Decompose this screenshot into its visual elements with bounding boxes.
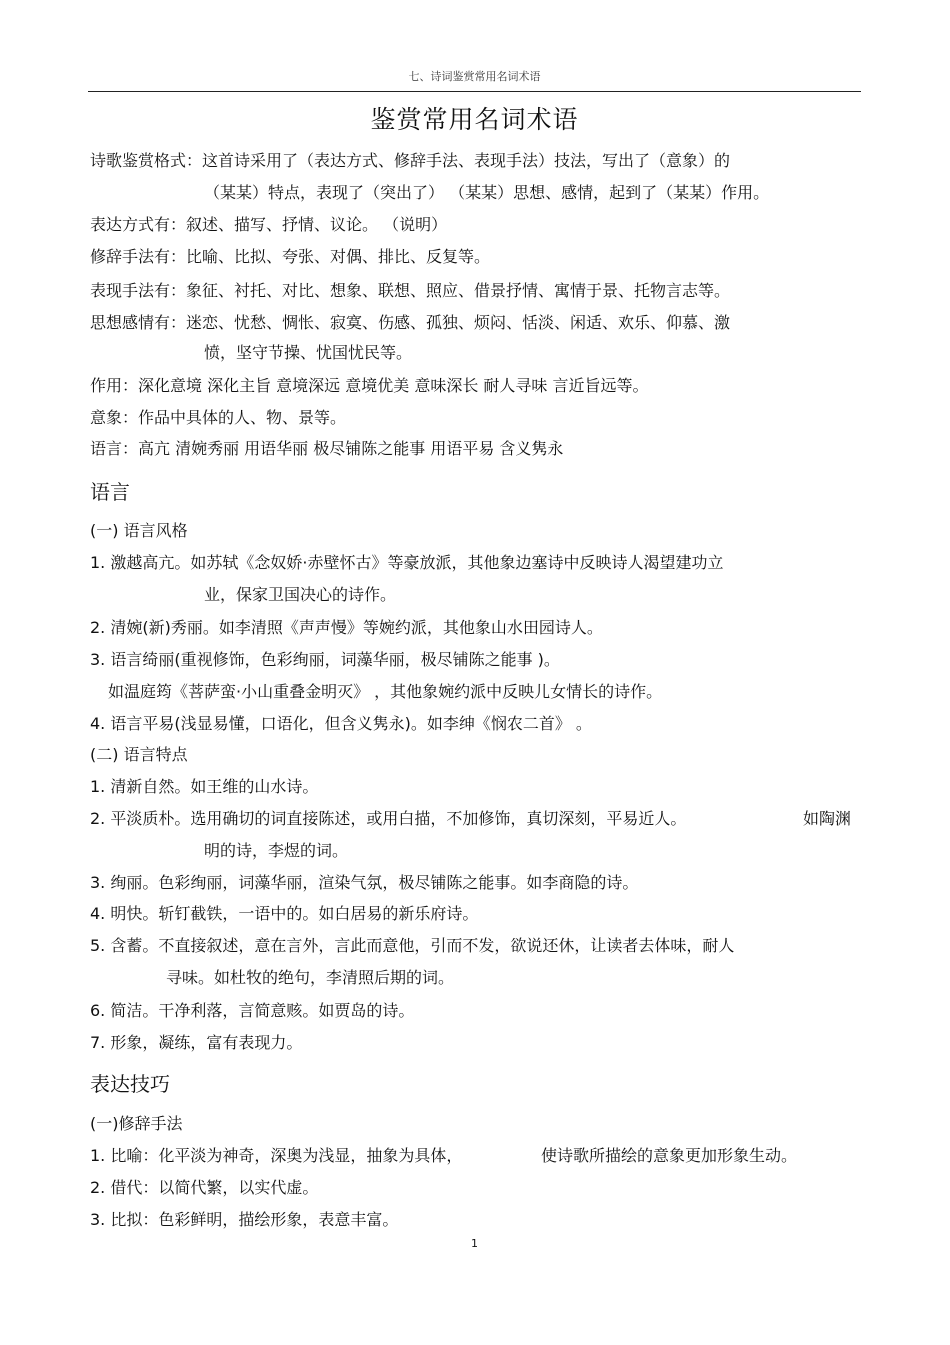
feature-item-2-line-1-tail: 如陶渊: [803, 809, 852, 828]
feature-item-1: 1. 清新自然。如王维的山水诗。: [90, 777, 319, 796]
rhetoric-item-3: 3. 比拟：色彩鲜明，描绘形象，表意丰富。: [90, 1210, 399, 1229]
feature-item-5-line-1: 5. 含蓄。不直接叙述，意在言外，言此而意他，引而不发，欲说还休，让读者去体味，耐人: [90, 936, 735, 955]
rhetoric-item-2: 2. 借代：以简代繁，以实代虚。: [90, 1178, 319, 1197]
feature-item-4: 4. 明快。斩钉截铁，一语中的。如白居易的新乐府诗。: [90, 904, 479, 923]
style-item-1-line-2: 业，保家卫国决心的诗作。: [204, 585, 397, 604]
feature-item-5-line-2: 寻味。如杜牧的绝句，李清照后期的词。: [166, 968, 455, 987]
rhetoric-devices: 修辞手法有：比喻、比拟、夸张、对偶、排比、反复等。: [90, 247, 491, 266]
expression-modes: 表达方式有：叙述、描写、抒情、议论。 （说明）: [90, 215, 448, 234]
header-divider: [88, 91, 861, 92]
subheading-language-features: (二) 语言特点: [90, 745, 188, 764]
page-title: 鉴赏常用名词术语: [370, 105, 579, 134]
subheading-language-style: (一) 语言风格: [90, 521, 188, 540]
style-item-4: 4. 语言平易(浅显易懂，口语化，但含义隽永)。如李绅《悯农二首》 。: [90, 714, 592, 733]
function-terms: 作用：深化意境 深化主旨 意境深远 意境优美 意味深长 耐人寻味 言近旨远等。: [90, 376, 649, 395]
style-item-1-line-1: 1. 激越高亢。如苏轼《念奴娇·赤壁怀古》等豪放派，其他象边塞诗中反映诗人渴望建功立: [90, 553, 724, 572]
appreciation-format-line-2: （某某）特点，表现了（突出了） （某某）思想、感情，起到了（某某）作用。: [204, 183, 770, 202]
subheading-rhetoric: (一)修辞手法: [90, 1114, 183, 1133]
feature-item-2-line-2: 明的诗，李煜的词。: [204, 841, 349, 860]
section-heading-expression-skills: 表达技巧: [90, 1072, 170, 1096]
emotions-line-2: 愤，坚守节操、忧国忧民等。: [204, 343, 413, 362]
expressive-techniques: 表现手法有：象征、衬托、对比、想象、联想、照应、借景抒情、寓情于景、托物言志等。: [90, 281, 731, 300]
feature-item-3: 3. 绚丽。色彩绚丽，词藻华丽，渲染气氛，极尽铺陈之能事。如李商隐的诗。: [90, 873, 639, 892]
emotions-line-1: 思想感情有：迷恋、忧愁、惆怅、寂寞、伤感、孤独、烦闷、恬淡、闲适、欢乐、仰慕、激: [90, 313, 731, 332]
image-definition: 意象：作品中具体的人、物、景等。: [90, 408, 347, 427]
style-item-3-line-2: 如温庭筠《菩萨蛮·小山重叠金明灭》 ，其他象婉约派中反映儿女情长的诗作。: [108, 682, 663, 701]
feature-item-6: 6. 简洁。干净利落，言简意赅。如贾岛的诗。: [90, 1001, 415, 1020]
feature-item-2-line-1: 2. 平淡质朴。选用确切的词直接陈述，或用白描，不加修饰，真切深刻，平易近人。: [90, 809, 687, 828]
section-heading-language: 语言: [90, 480, 130, 504]
style-item-3-line-1: 3. 语言绮丽(重视修饰，色彩绚丽，词藻华丽，极尽铺陈之能事 )。: [90, 650, 560, 669]
style-item-2: 2. 清婉(新)秀丽。如李清照《声声慢》等婉约派，其他象山水田园诗人。: [90, 618, 603, 637]
feature-item-7: 7. 形象，凝练，富有表现力。: [90, 1033, 303, 1052]
rhetoric-item-1-part-2: 使诗歌所描绘的意象更加形象生动。: [541, 1146, 798, 1165]
page-number: 1: [471, 1237, 478, 1250]
appreciation-format-line-1: 诗歌鉴赏格式：这首诗采用了（表达方式、修辞手法、表现手法）技法，写出了（意象）的: [90, 151, 731, 170]
running-header: 七、诗词鉴赏常用名词术语: [408, 70, 541, 83]
language-terms: 语言：高亢 清婉秀丽 用语华丽 极尽铺陈之能事 用语平易 含义隽永: [90, 439, 564, 458]
rhetoric-item-1-part-1: 1. 比喻：化平淡为神奇，深奥为浅显，抽象为具体，: [90, 1146, 463, 1165]
